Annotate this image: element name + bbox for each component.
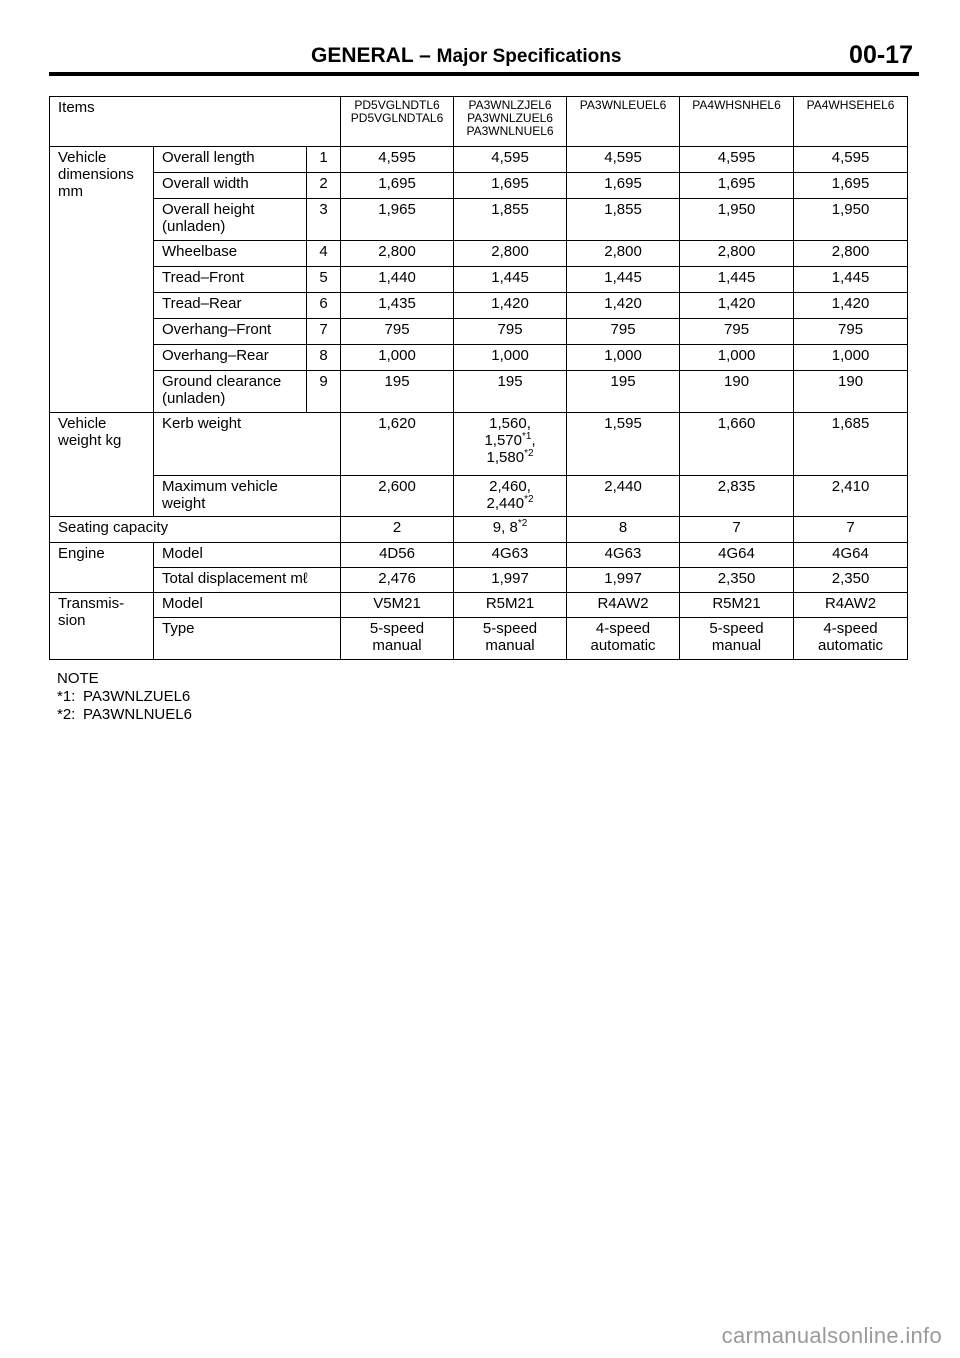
table-cell: 4G63 bbox=[454, 543, 567, 568]
table-cell: 190 bbox=[794, 371, 908, 413]
model-code-header: PA4WHSNHEL6 bbox=[680, 97, 794, 147]
table-cell: 4D56 bbox=[341, 543, 454, 568]
table-cell: 1,445 bbox=[567, 267, 680, 293]
table-cell: 1,997 bbox=[567, 568, 680, 593]
table-cell: 1,435 bbox=[341, 293, 454, 319]
table-cell: 1,000 bbox=[454, 345, 567, 371]
table-row bbox=[50, 241, 908, 267]
table-cell: 2,476 bbox=[341, 568, 454, 593]
table-cell: 2,600 bbox=[341, 476, 454, 517]
page-title: GENERAL – Major Specifications bbox=[311, 44, 622, 67]
footnote-text: PA3WNLZUEL6 bbox=[83, 688, 191, 705]
row-label: Tread–Rear bbox=[154, 293, 307, 319]
table-cell: 1,695 bbox=[567, 173, 680, 199]
table-cell: 7 bbox=[680, 517, 794, 543]
model-code-header: PA4WHSEHEL6 bbox=[794, 97, 908, 147]
row-label: Type bbox=[154, 618, 341, 660]
row-number: 9 bbox=[307, 371, 341, 413]
table-row bbox=[50, 517, 908, 543]
model-code-header: PA3WNLEUEL6 bbox=[567, 97, 680, 147]
table-cell: 2,350 bbox=[680, 568, 794, 593]
row-number: 3 bbox=[307, 199, 341, 241]
table-cell: 2,800 bbox=[567, 241, 680, 267]
row-number: 6 bbox=[307, 293, 341, 319]
table-cell: 1,420 bbox=[680, 293, 794, 319]
table-cell: 2,440 bbox=[567, 476, 680, 517]
table-cell: 2,800 bbox=[794, 241, 908, 267]
note-title: NOTE bbox=[57, 670, 99, 687]
table-cell: 2,800 bbox=[680, 241, 794, 267]
table-cell: 1,420 bbox=[567, 293, 680, 319]
group-label-engine: Engine bbox=[50, 543, 154, 593]
table-cell: R4AW2 bbox=[567, 593, 680, 618]
group-label-dimensions: Vehicle dimensions mm bbox=[50, 147, 154, 413]
row-label: Tread–Front bbox=[154, 267, 307, 293]
table-cell: 190 bbox=[680, 371, 794, 413]
footnotes bbox=[57, 670, 192, 724]
footnote-ref: *2 bbox=[524, 494, 534, 505]
table-cell: 8 bbox=[567, 517, 680, 543]
table-cell: 4G64 bbox=[680, 543, 794, 568]
table-cell: 1,445 bbox=[680, 267, 794, 293]
table-cell: 1,420 bbox=[794, 293, 908, 319]
items-header: Items bbox=[50, 97, 341, 147]
table-row bbox=[50, 593, 908, 618]
specifications-table bbox=[49, 96, 908, 660]
table-cell: 1,620 bbox=[341, 413, 454, 476]
table-cell: 1,695 bbox=[680, 173, 794, 199]
table-cell: V5M21 bbox=[341, 593, 454, 618]
table-cell: 4,595 bbox=[680, 147, 794, 173]
table-cell: 4,595 bbox=[454, 147, 567, 173]
table-cell: 795 bbox=[680, 319, 794, 345]
table-cell: 195 bbox=[454, 371, 567, 413]
table-row bbox=[50, 147, 908, 173]
row-number: 1 bbox=[307, 147, 341, 173]
table-cell: 1,445 bbox=[794, 267, 908, 293]
footnote-text: PA3WNLNUEL6 bbox=[83, 706, 192, 723]
group-label-transmission: Transmis- sion bbox=[50, 593, 154, 660]
table-cell: 4G63 bbox=[567, 543, 680, 568]
table-cell: 2,800 bbox=[341, 241, 454, 267]
table-cell: 5-speed manual bbox=[341, 618, 454, 660]
group-label-weight: Vehicle weight kg bbox=[50, 413, 154, 517]
table-cell: 1,420 bbox=[454, 293, 567, 319]
page-header bbox=[49, 40, 919, 76]
table-cell: 4G64 bbox=[794, 543, 908, 568]
watermark: carmanualsonline.info bbox=[721, 1323, 942, 1348]
table-cell: 795 bbox=[567, 319, 680, 345]
table-cell: 1,855 bbox=[567, 199, 680, 241]
table-cell: 4,595 bbox=[567, 147, 680, 173]
table-cell: R5M21 bbox=[454, 593, 567, 618]
row-label: Seating capacity bbox=[50, 517, 341, 543]
table-cell: 1,950 bbox=[794, 199, 908, 241]
table-row bbox=[50, 345, 908, 371]
row-label: Overall length bbox=[154, 147, 307, 173]
table-cell: 1,560, 1,570$^{*1}$, 1,580$^{*2}$ bbox=[454, 413, 567, 476]
table-row bbox=[50, 618, 908, 660]
table-cell: 1,950 bbox=[680, 199, 794, 241]
table-cell: 195 bbox=[341, 371, 454, 413]
page-number: 00-17 bbox=[849, 41, 913, 69]
table-header-row bbox=[50, 97, 908, 147]
table-cell: R5M21 bbox=[680, 593, 794, 618]
table-row bbox=[50, 267, 908, 293]
row-label: Ground clearance (unladen) bbox=[154, 371, 307, 413]
table-cell: 5-speed manual bbox=[680, 618, 794, 660]
row-label: Model bbox=[154, 593, 341, 618]
table-cell: 1,595 bbox=[567, 413, 680, 476]
table-cell: 1,000 bbox=[567, 345, 680, 371]
table-cell: 7 bbox=[794, 517, 908, 543]
footnote-ref: *2 bbox=[517, 518, 528, 529]
table-row bbox=[50, 371, 908, 413]
table-cell: 1,695 bbox=[341, 173, 454, 199]
table-cell: 5-speed manual bbox=[454, 618, 567, 660]
table-cell: 9, 8$^{*2}$ bbox=[454, 517, 567, 543]
table-cell: 1,660 bbox=[680, 413, 794, 476]
row-label: Total displacement mℓ bbox=[154, 568, 341, 593]
table-cell: 2,410 bbox=[794, 476, 908, 517]
table-cell: 2,350 bbox=[794, 568, 908, 593]
table-cell: 2,835 bbox=[680, 476, 794, 517]
row-label: Maximum vehicle weight bbox=[154, 476, 341, 517]
table-row bbox=[50, 293, 908, 319]
row-label: Overall height (unladen) bbox=[154, 199, 307, 241]
table-row bbox=[50, 199, 908, 241]
footnote-item bbox=[57, 706, 192, 724]
table-cell: 1,855 bbox=[454, 199, 567, 241]
table-cell: 1,997 bbox=[454, 568, 567, 593]
row-number: 2 bbox=[307, 173, 341, 199]
footnote-ref: *2 bbox=[524, 448, 534, 459]
row-number: 5 bbox=[307, 267, 341, 293]
table-cell: 2,460, 2,440$^{*2}$ bbox=[454, 476, 567, 517]
table-cell: 1,000 bbox=[680, 345, 794, 371]
table-row bbox=[50, 568, 908, 593]
footnote-ref: *1 bbox=[521, 431, 532, 442]
row-label: Overhang–Rear bbox=[154, 345, 307, 371]
table-cell: 195 bbox=[567, 371, 680, 413]
table-row bbox=[50, 173, 908, 199]
table-cell: 4,595 bbox=[794, 147, 908, 173]
table-cell: 1,695 bbox=[794, 173, 908, 199]
section-name: GENERAL bbox=[311, 44, 414, 67]
table-cell: 2,800 bbox=[454, 241, 567, 267]
table-row bbox=[50, 413, 908, 476]
row-label: Model bbox=[154, 543, 341, 568]
table-cell: 1,440 bbox=[341, 267, 454, 293]
table-cell: 795 bbox=[454, 319, 567, 345]
table-row bbox=[50, 476, 908, 517]
row-number: 7 bbox=[307, 319, 341, 345]
table-cell: 1,000 bbox=[794, 345, 908, 371]
table-cell: 2 bbox=[341, 517, 454, 543]
row-number: 4 bbox=[307, 241, 341, 267]
footnote-item bbox=[57, 688, 192, 706]
table-cell: R4AW2 bbox=[794, 593, 908, 618]
model-code-header: PA3WNLZJEL6 PA3WNLZUEL6 PA3WNLNUEL6 bbox=[454, 97, 567, 147]
footnote-marker: *1: bbox=[57, 688, 76, 705]
table-cell: 1,965 bbox=[341, 199, 454, 241]
row-label: Kerb weight bbox=[154, 413, 341, 476]
table-cell: 1,445 bbox=[454, 267, 567, 293]
table-cell: 4-speed automatic bbox=[794, 618, 908, 660]
table-cell: 1,685 bbox=[794, 413, 908, 476]
row-label: Overhang–Front bbox=[154, 319, 307, 345]
row-label: Overall width bbox=[154, 173, 307, 199]
table-row bbox=[50, 319, 908, 345]
table-cell: 4,595 bbox=[341, 147, 454, 173]
table-cell: 795 bbox=[794, 319, 908, 345]
table-cell: 1,000 bbox=[341, 345, 454, 371]
table-cell: 795 bbox=[341, 319, 454, 345]
footnote-marker: *2: bbox=[57, 706, 76, 723]
row-number: 8 bbox=[307, 345, 341, 371]
table-cell: 4-speed automatic bbox=[567, 618, 680, 660]
table-cell: 1,695 bbox=[454, 173, 567, 199]
row-label: Wheelbase bbox=[154, 241, 307, 267]
section-subtitle: Major Specifications bbox=[436, 46, 622, 67]
model-code-header: PD5VGLNDTL6 PD5VGLNDTAL6 bbox=[341, 97, 454, 147]
table-row bbox=[50, 543, 908, 568]
